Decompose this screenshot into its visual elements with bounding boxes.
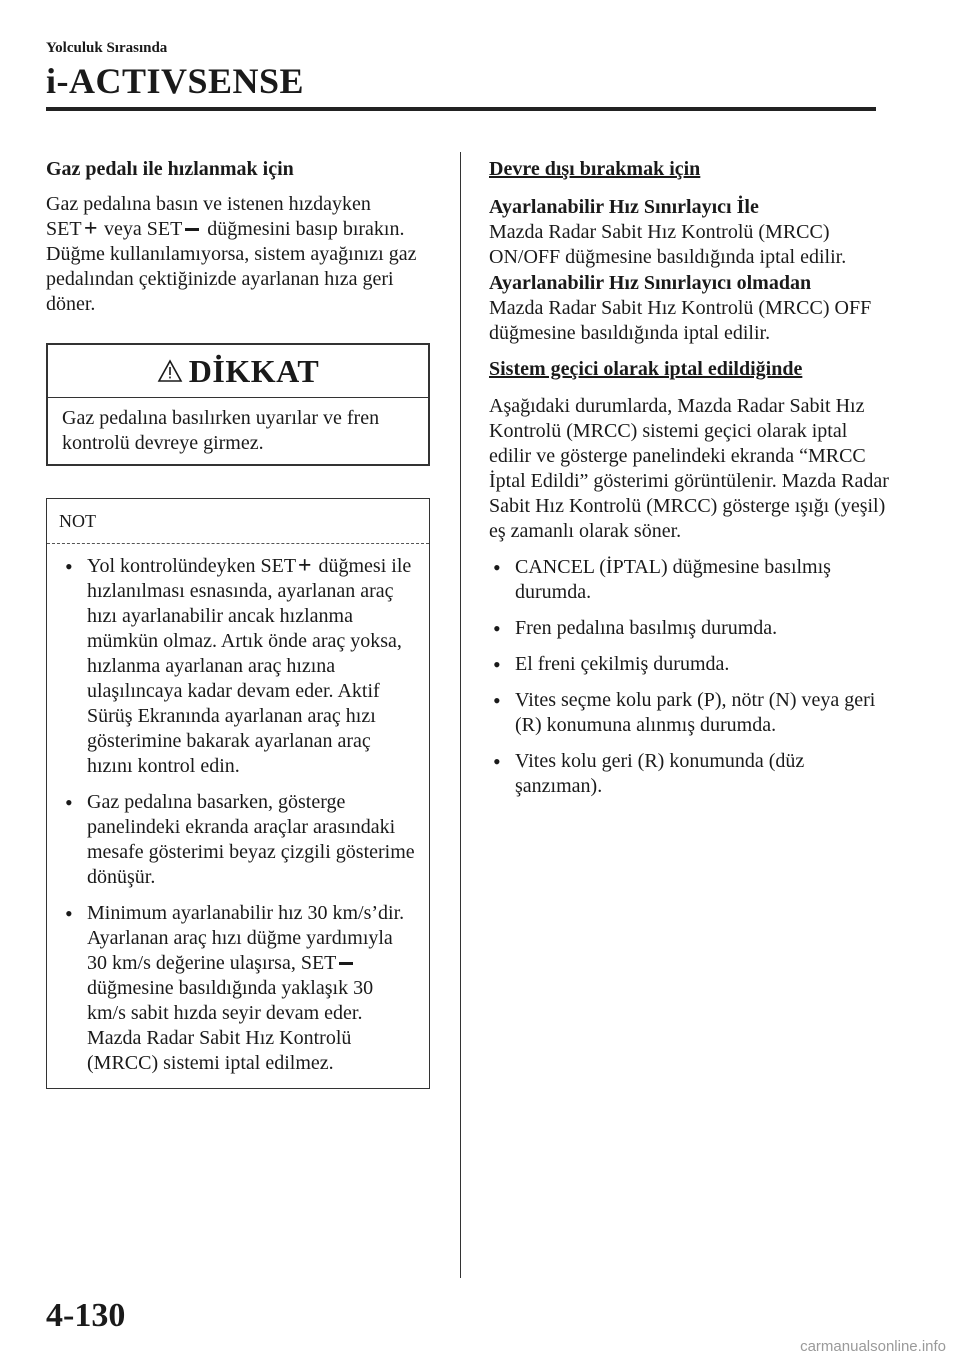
right-column xyxy=(489,156,889,810)
condition-item: • Fren pedalına basılmış durumda. xyxy=(489,616,889,641)
without-asl-heading: Ayarlanabilir Hız Sınırlayıcı olmadan xyxy=(489,272,812,294)
plus-icon: + xyxy=(83,215,98,243)
temporary-cancel-text: Aşağıdaki durumlarda, Mazda Radar Sabit Hız Kontrolü (MRCC) sistemi geçici olarak iptal edilir ve gösterge panelindeki ekranda “MRCC İptal Edildi” gösterimi görüntülenir. Mazda Radar Sabit Hız Kontrolü (MRCC) gösterge ışığı (yeşil) eş zamanlı olarak söner. xyxy=(489,395,889,542)
without-asl-text: Mazda Radar Sabit Hız Kontrolü (MRCC) OFF düğmesine basıldığında iptal edilir. xyxy=(489,297,872,344)
minus-icon xyxy=(185,228,199,231)
note-item: • Yol kontrolündeyken SET+ düğmesi ile hızlanılması esnasında, ayarlanan araç hızı ayarlanabilir ancak hızlanma mümkün olmaz. Artık önde araç yoksa, hızlanma ayarlanan araç hızına ulaşılıncaya kadar devam eder. Aktif Sürüş Ekranında ayarlanan araç hızı gösterimine bakarak ayarlanan araç hızını kontrol edin. xyxy=(61,554,415,779)
warning-triangle-icon xyxy=(157,359,183,383)
temporary-cancel-heading: Sistem geçici olarak iptal edildiğinde xyxy=(489,358,803,380)
condition-item: • Vites kolu geri (R) konumunda (düz şanzıman). xyxy=(489,749,889,799)
disable-heading: Devre dışı bırakmak için xyxy=(489,158,701,180)
with-asl-text: Mazda Radar Sabit Hız Kontrolü (MRCC) ON/OFF düğmesine basıldığında iptal edilir. xyxy=(489,221,847,268)
column-divider xyxy=(460,152,461,1278)
with-asl-heading: Ayarlanabilir Hız Sınırlayıcı İle xyxy=(489,196,759,218)
watermark: carmanualsonline.info xyxy=(800,1338,946,1355)
page-number: 4-130 xyxy=(46,1297,126,1334)
header-rule xyxy=(46,107,876,111)
note-box xyxy=(46,498,430,1089)
note-item: • Minimum ayarlanabilir hız 30 km/s’dir. Ayarlanan araç hızı düğme yardımıyla 30 km/s değerine ulaşırsa, SET düğmesine basıldığında yaklaşık 30 km/s sabit hızda seyir devam eder. Mazda Radar Sabit Hız Kontrolü (MRCC) sistemi iptal edilmez. xyxy=(61,901,415,1076)
accelerate-heading: Gaz pedalı ile hızlanmak için xyxy=(46,158,294,180)
condition-item: • El freni çekilmiş durumda. xyxy=(489,652,889,677)
chapter-title: i-ACTIVSENSE xyxy=(46,61,305,101)
left-column xyxy=(46,156,430,1089)
note-title: NOT xyxy=(47,499,429,544)
caution-text: Gaz pedalına basılırken uyarılar ve fren kontrolü devreye girmez. xyxy=(62,407,380,454)
minus-icon xyxy=(339,962,353,965)
condition-item: • CANCEL (İPTAL) düğmesine basılmış durumda. xyxy=(489,555,889,605)
cancel-conditions-list xyxy=(489,555,889,799)
note-list xyxy=(61,554,415,1076)
caution-header xyxy=(48,345,428,398)
note-item: • Gaz pedalına basarken, gösterge panelindeki ekranda araçlar arasındaki mesafe gösterimi beyaz çizgili gösterime dönüşür. xyxy=(61,790,415,890)
caution-box xyxy=(46,343,430,466)
condition-item: • Vites seçme kolu park (P), nötr (N) veya geri (R) konumuna alınmış durumda. xyxy=(489,688,889,738)
caution-title: DİKKAT xyxy=(188,352,320,389)
section-label: Yolculuk Sırasında xyxy=(46,40,168,56)
plus-icon: + xyxy=(297,552,312,580)
accelerate-paragraph: Gaz pedalına basın ve istenen hızdayken SET+ veya SET düğmesini basıp bırakın. Düğme kullanılamıyorsa, sistem ayağınızı gaz pedalından çektiğinizde ayarlanan hıza geri döner. xyxy=(46,193,417,315)
